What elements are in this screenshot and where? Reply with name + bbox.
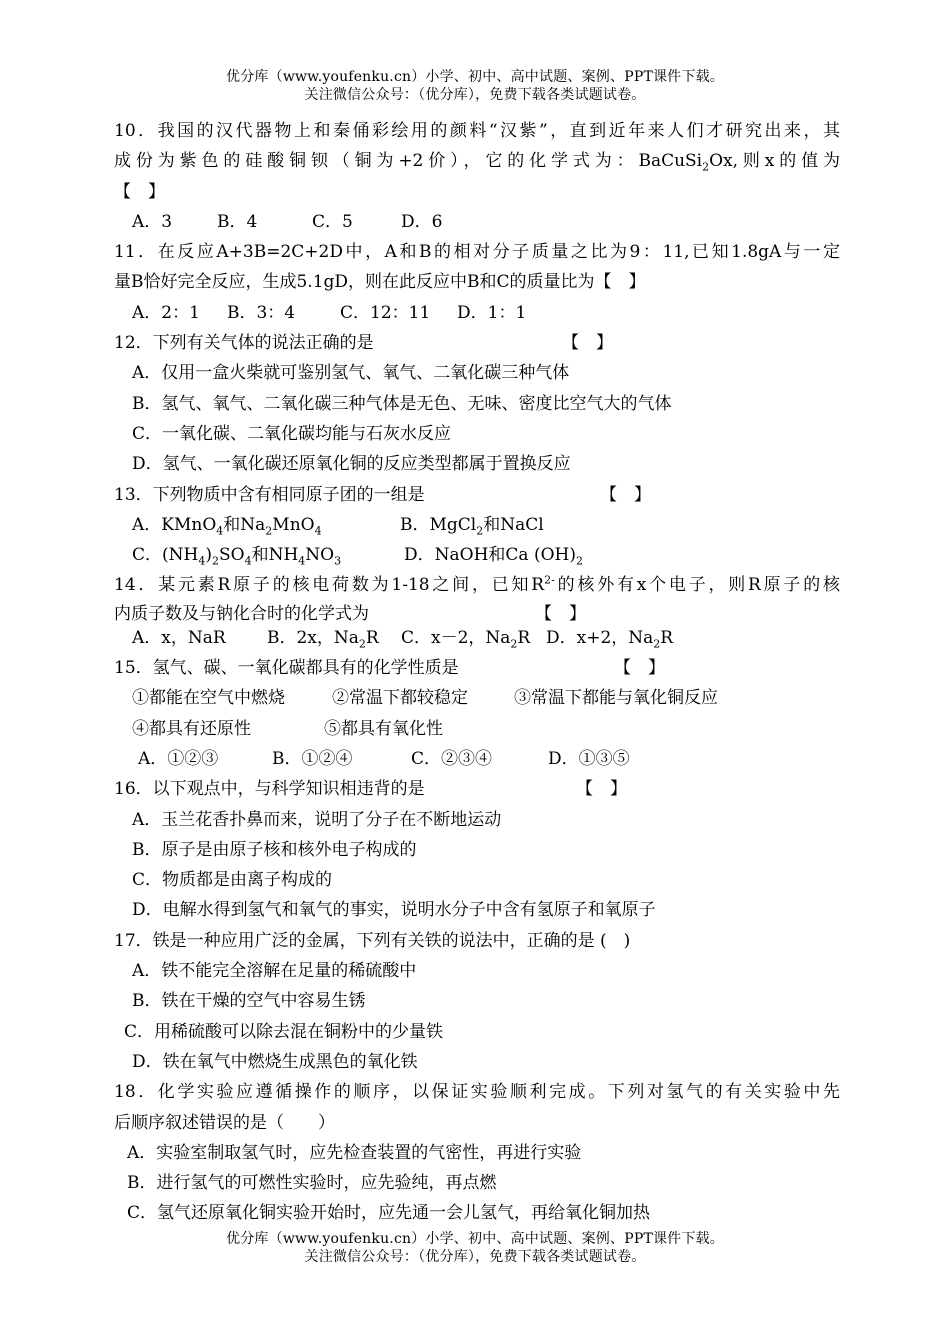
q14-option-d: D．x+2，$Na_2R$ bbox=[546, 627, 674, 651]
q12-option-c: C．一氧化碳、二氧化碳均能与石灰水反应 bbox=[132, 423, 452, 444]
q11-option-c: C．12：11 bbox=[340, 302, 431, 323]
q10-option-c: C．5 bbox=[312, 211, 353, 232]
q13-option-c: C．$(NH_4)_2SO_4$和$NH_4NO_3$ bbox=[132, 545, 342, 568]
q12-option-d: D．氢气、一氧化碳还原氧化铜的反应类型都属于置换反应 bbox=[132, 454, 571, 475]
question-content bbox=[114, 116, 840, 1229]
footer-line-2: 关注微信公众号：（优分库），免费下载各类试题试卷。 bbox=[304, 1249, 646, 1265]
q13-option-a: A．KMnO$_4$和$Na_2MnO_4$ bbox=[132, 514, 322, 538]
q10-line-1: 10．我国的汉代器物上和秦俑彩绘用的颜料“汉紫”，直到近年来人们才研究出来，其 bbox=[114, 121, 840, 141]
q14-option-c: C．x－2，$Na_2R$ bbox=[401, 627, 531, 651]
q18-option-a: A．实验室制取氢气时，应先检查装置的气密性，再进行实验 bbox=[127, 1142, 582, 1163]
q15-option-b: B．①②④ bbox=[272, 748, 353, 769]
q15-item-5: ⑤都具有氧化性 bbox=[324, 718, 443, 739]
q11-line-2: 量B恰好完全反应，生成5.1gD，则在此反应中B和C的质量比为【 】 bbox=[114, 272, 646, 293]
q15-option-a: A．①②③ bbox=[138, 748, 219, 769]
q15-items-row-1 bbox=[114, 683, 840, 713]
q18-line-2: 后顺序叙述错误的是（ ） bbox=[114, 1112, 335, 1133]
q11-option-b: B．3：4 bbox=[227, 302, 296, 323]
q10-option-a: A．3 bbox=[132, 211, 173, 232]
q12-stem: 12．下列有关气体的说法正确的是 【 】 bbox=[114, 333, 613, 354]
q11-options bbox=[114, 298, 840, 328]
q16-stem: 16．以下观点中，与科学知识相违背的是 【 】 bbox=[114, 779, 627, 800]
page-header bbox=[0, 68, 950, 104]
q15-option-c: C．②③④ bbox=[411, 748, 493, 769]
q12-option-b: B．氢气、氧气、二氧化碳三种气体是无色、无味、密度比空气大的气体 bbox=[132, 393, 672, 414]
q14-line-1: 14．某元素R原子的核电荷数为1-18之间，已知$R^{2-}$的核外有x个电子，则R原子的核 bbox=[114, 573, 840, 596]
header-line-2: 关注微信公众号：（优分库），免费下载各类试题试卷。 bbox=[304, 87, 646, 103]
q14-line-2: 内质子数及与钠化合时的化学式为 【 】 bbox=[114, 603, 586, 624]
q13-option-b: B．MgCl$_2$和NaCl bbox=[400, 514, 544, 538]
q13-option-d: D．NaOH和Ca $(OH)_2$ bbox=[404, 545, 583, 568]
header-line-1: 优分库（www.youfenku.cn）小学、初中、高中试题、案例、PPT课件下载。 bbox=[226, 69, 724, 85]
q10-options bbox=[114, 207, 840, 237]
q17-option-d: D．铁在氧气中燃烧生成黑色的氧化铁 bbox=[132, 1051, 418, 1072]
q18-option-c: C．氢气还原氧化铜实验开始时，应先通一会儿氢气，再给氧化铜加热 bbox=[127, 1203, 651, 1224]
q14-options bbox=[114, 623, 840, 653]
q15-bracket: 【 】 bbox=[614, 658, 665, 679]
q16-bracket: 【 】 bbox=[576, 779, 627, 800]
q17-stem: 17．铁是一种应用广泛的金属，下列有关铁的说法中，正确的是 ( ) bbox=[114, 930, 631, 951]
q10-line-2: 成份为紫色的硅酸铜钡（铜为+2价），它的化学式为：BaCuSi$_2$Ox,则x的值为 bbox=[114, 151, 840, 174]
q13-options-cd bbox=[114, 540, 840, 570]
q16-option-a: A．玉兰花香扑鼻而来，说明了分子在不断地运动 bbox=[132, 809, 502, 830]
q10-option-b: B．4 bbox=[217, 211, 258, 232]
q11-line-1: 11．在反应A+3B=2C+2D中，A和B的相对分子质量之比为9：11,已知1.8gA与一定 bbox=[114, 242, 840, 263]
page-footer bbox=[0, 1230, 950, 1266]
q15-stem: 15．氢气、碳、一氧化碳都具有的化学性质是 【 】 bbox=[114, 658, 665, 679]
q15-item-3: ③常温下都能与氧化铜反应 bbox=[514, 688, 718, 709]
q16-option-c: C．物质都是由离子构成的 bbox=[132, 870, 333, 891]
q15-options bbox=[114, 744, 840, 774]
q18-line-1: 18．化学实验应遵循操作的顺序，以保证实验顺利完成。下列对氢气的有关实验中先 bbox=[114, 1082, 840, 1103]
q12-bracket: 【 】 bbox=[562, 333, 613, 354]
q15-item-1: ①都能在空气中燃烧 bbox=[132, 688, 285, 709]
q15-item-2: ②常温下都较稳定 bbox=[332, 688, 468, 709]
q17-option-a: A．铁不能完全溶解在足量的稀硫酸中 bbox=[132, 961, 417, 982]
q14-option-b: B．2x，$Na_2R$ bbox=[267, 627, 379, 651]
q10-answer-bracket: 【 】 bbox=[114, 181, 165, 202]
q13-options-ab bbox=[114, 510, 840, 540]
q13-stem: 13．下列物质中含有相同原子团的一组是 【 】 bbox=[114, 484, 651, 505]
q10-option-d: D．6 bbox=[401, 211, 443, 232]
q13-bracket: 【 】 bbox=[600, 484, 651, 505]
q15-option-d: D．①③⑤ bbox=[548, 748, 630, 769]
footer-line-1: 优分库（www.youfenku.cn）小学、初中、高中试题、案例、PPT课件下载。 bbox=[226, 1231, 724, 1247]
q18-option-b: B．进行氢气的可燃性实验时，应先验纯，再点燃 bbox=[127, 1173, 497, 1194]
q17-option-b: B．铁在干燥的空气中容易生锈 bbox=[132, 991, 366, 1012]
q14-option-a: A．x，NaR bbox=[132, 627, 226, 648]
q11-option-a: A．2：1 bbox=[132, 302, 200, 323]
q14-bracket: 【 】 bbox=[535, 603, 586, 624]
q16-option-b: B．原子是由原子核和核外电子构成的 bbox=[132, 839, 417, 860]
q16-option-d: D．电解水得到氢气和氧气的事实，说明水分子中含有氢原子和氧原子 bbox=[132, 900, 656, 921]
q12-option-a: A．仅用一盒火柴就可鉴别氢气、氧气、二氧化碳三种气体 bbox=[132, 363, 570, 384]
q11-option-d: D．1：1 bbox=[457, 302, 527, 323]
q15-items-row-2 bbox=[114, 714, 840, 744]
q15-item-4: ④都具有还原性 bbox=[132, 718, 251, 739]
q17-option-c: C．用稀硫酸可以除去混在铜粉中的少量铁 bbox=[124, 1021, 444, 1042]
